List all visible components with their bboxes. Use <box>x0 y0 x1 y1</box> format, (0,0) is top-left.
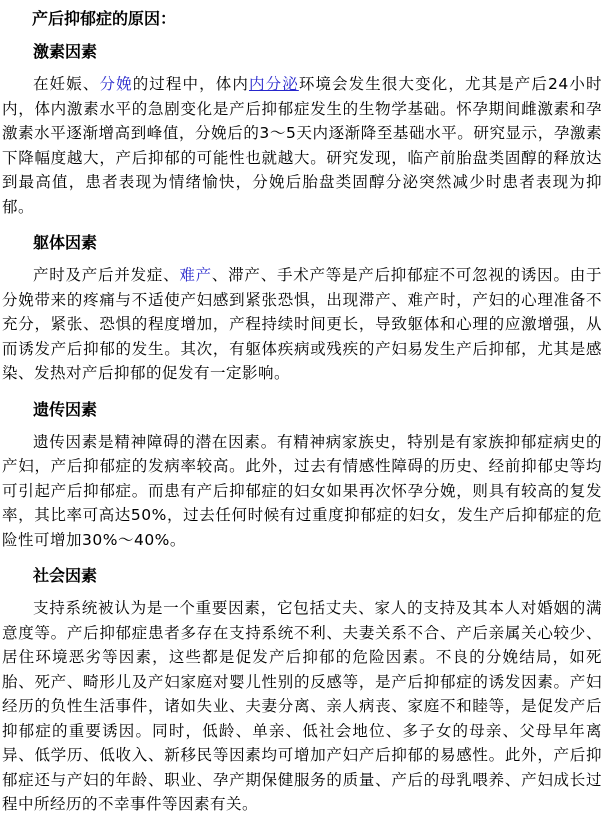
paragraph-social-factors <box>2 596 602 817</box>
section-heading-physical-factors: 躯体因素 <box>33 233 98 252</box>
paragraph-text: 、滞产、手术产等是产后抑郁症不可忽视的诱因。由于分娩带来的疼痛与不适使产妇感到紧张恐惧，出现滞产、难产时，产妇的心理准备不充分，紧张、恐惧的程度增加，产程持续时间更长，导致躯体和心理的应激增强，从而诱发产后抑郁的发生。其次，有躯体疾病或残疾的产妇易发生产后抑郁，尤其是感染、发热对产后抑郁的促发有一定影响。 <box>2 266 602 382</box>
paragraph-text: 环境会发生很大变化，尤其是产后24小时内，体内激素水平的急剧变化是产后抑郁症发生的生物学基础。怀孕期间雌激素和孕激素水平逐渐增高到峰值，分娩后的3～5天内逐渐降至基础水平。研究显示，孕激素下降幅度越大，产后抑郁的可能性也就越大。研究发现，临产前胎盘类固醇的释放达到最高值，患者表现为情绪愉快，分娩后胎盘类固醇分泌突然减少时患者表现为抑郁。 <box>2 75 602 216</box>
paragraph-text: 支持系统被认为是一个重要因素，它包括丈夫、家人的支持及其本人对婚姻的满意度等。产后抑郁症患者多存在支持系统不利、夫妻关系不合、产后亲属关心较少、居住环境恶劣等因素，这些都是促发产后抑郁的危险因素。不良的分娩结局，如死胎、死产、畸形儿及产妇家庭对婴儿性别的反感等，是产后抑郁症的诱发因素。产妇经历的负性生活事件，诸如失业、夫妻分离、亲人病丧、家庭不和睦等，是促发产后抑郁症的重要诱因。同时，低龄、单亲、低社会地位、多子女的母亲、父母早年离异、低学历、低收入、新移民等因素均可增加产妇产后抑郁的易感性。此外，产后抑郁症还与产妇的年龄、职业、孕产期保健服务的质量、产后的母乳喂养、产妇成长过程中所经历的不幸事件等因素有关。 <box>2 599 602 813</box>
paragraph-physical-factors <box>2 263 602 386</box>
link-endocrine[interactable]: 内分泌 <box>248 75 299 93</box>
link-dystocia[interactable]: 难产 <box>179 266 212 284</box>
paragraph-text: 的过程中，体内 <box>132 75 249 93</box>
page-title: 产后抑郁症的原因： <box>32 9 177 28</box>
paragraph-text: 在妊娠、 <box>33 75 100 93</box>
paragraph-hormone-factors <box>2 72 602 219</box>
section-heading-social-factors: 社会因素 <box>33 566 98 585</box>
section-heading-genetic-factors: 遗传因素 <box>33 399 98 419</box>
section-heading-hormone-factors: 激素因素 <box>33 42 98 61</box>
paragraph-text: 遗传因素是精神障碍的潜在因素。有精神病家族史，特别是有家族抑郁症病史的产妇，产后抑郁症的发病率较高。此外，过去有情感性障碍的历史、经前抑郁史等均可引起产后抑郁症。而患有产后抑郁症的妇女如果再次怀孕分娩，则具有较高的复发率，其比率可高达50%，过去任何时候有过重度抑郁症的妇女，发生产后抑郁症的危险性可增加30%～40%。 <box>2 432 602 549</box>
paragraph-text: 产时及产后并发症、 <box>33 266 180 284</box>
link-childbirth[interactable]: 分娩 <box>99 75 133 93</box>
paragraph-genetic-factors <box>2 430 602 553</box>
